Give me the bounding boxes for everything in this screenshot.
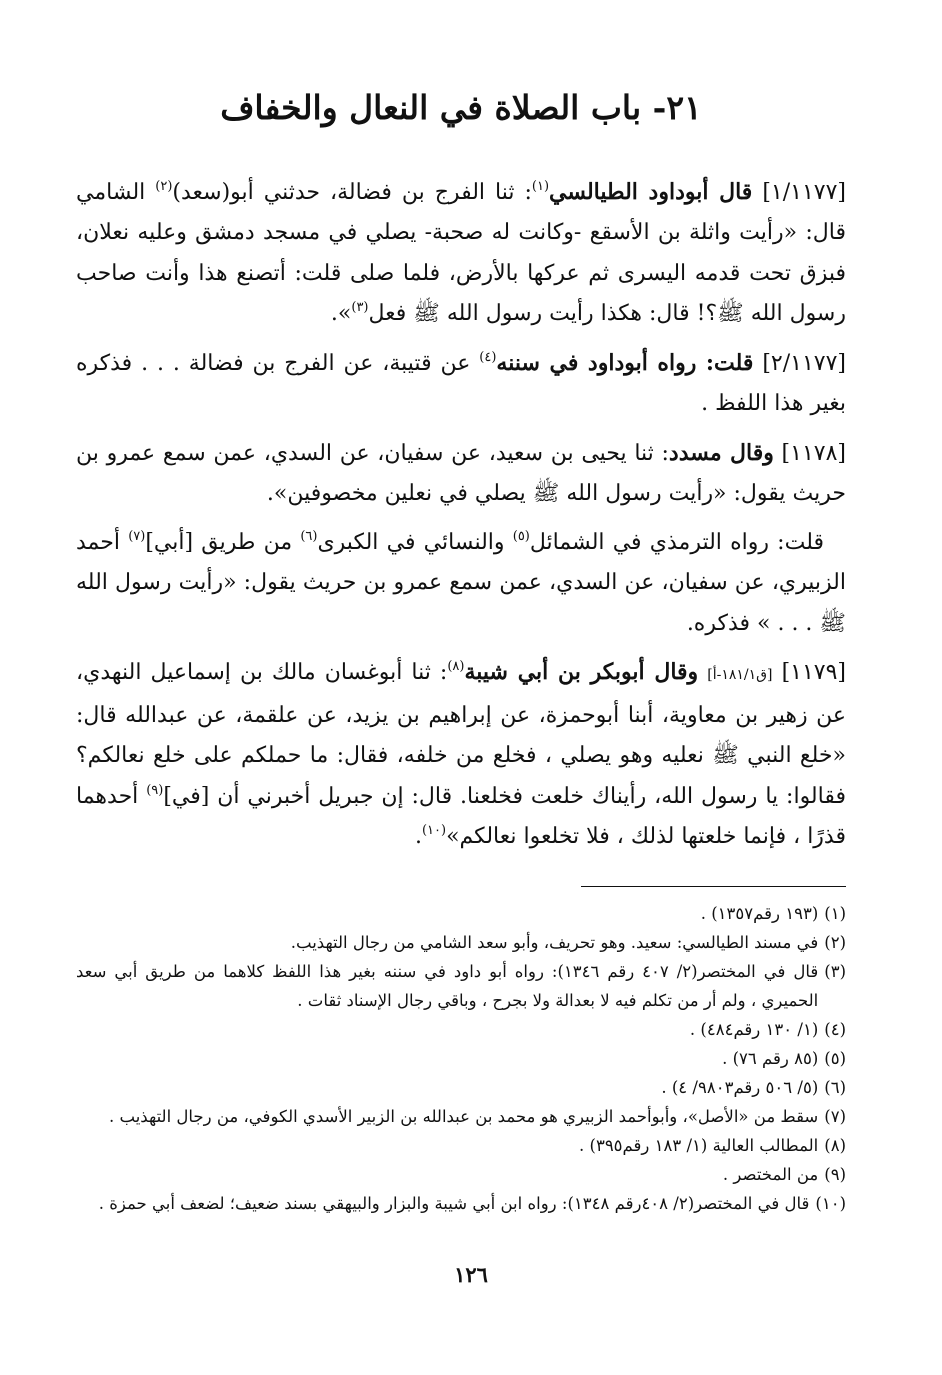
entry-lead: وقال مسدد [668, 439, 774, 466]
footnote-number: (٩) [824, 1164, 846, 1184]
entry-1178-commentary [76, 523, 846, 645]
manuscript-ref: [ق١٨١/١-أ] [707, 667, 773, 684]
entry-1179 [76, 652, 846, 858]
footnote-marker: (١) [531, 178, 550, 194]
footnote [76, 1044, 846, 1073]
footnote [76, 1160, 846, 1189]
footnote-marker: (٥) [512, 528, 530, 544]
footnote-marker: (٩) [146, 782, 164, 798]
footnote [76, 1189, 846, 1218]
entry-1177-1 [76, 172, 846, 335]
footnote-marker: (٦) [300, 528, 318, 544]
footnote-text: في مسند الطيالسي: سعيد. وهو تحريف، وأبو سعد الشامي من رجال التهذيب. [290, 932, 819, 952]
entry-text: : ثنا يحيى بن سعيد، عن سفيان، عن السدي، عمن سمع عمرو بن حريث يقول: «رأيت رسول الله ﷺ يصلي في نعلين مخصوفين». [76, 440, 846, 507]
entry-ref: [٢/١١٧٧] [762, 350, 847, 376]
footnote-number: (١٠) [815, 1193, 846, 1213]
entry-1178 [76, 433, 846, 515]
footnote-number: (١) [824, 903, 846, 923]
footnote-divider [581, 886, 846, 887]
footnote-text: قال في المختصر(٢/ ٤٠٧ رقم ١٣٤٦): رواه أبو داود في سننه بغير هذا اللفظ كلاهما من طريق أبي سعد الحميري ، ولم أر من تكلم فيه لا بعدالة ولا بجرح ، وباقي رجال الإسناد ثقات . [76, 961, 819, 1010]
entry-lead: قلت: رواه أبوداود في سننه [496, 349, 754, 376]
entry-text: أحدهما قذرًا ، فإنما خلعتها لذلك ، فلا تخلعوا نعالكم» [76, 783, 846, 850]
entry-ref: [١١٧٨] [781, 440, 846, 466]
entry-text: من طريق [أبي] [145, 529, 301, 555]
entry-text: عن قتيبة، عن الفرج بن فضالة . . . فذكره بغير هذا اللفظ . [76, 350, 846, 417]
entry-text: : ثنا أبوغسان مالك بن إسماعيل النهدي، عن زهير بن معاوية، أبنا أبوحمزة، عن إبراهيم بن يزيد، عن علقمة، عن عبدالله قال: «خلع النبي ﷺ نعليه وهو يصلي ، فخلع من خلفه، فقال: ما حملكم على خلع نعالكم؟ فقالوا: يا رسول الله، رأيناك خلعت فخلعنا. قال: إن جبريل أخبرني أن [في] [76, 660, 846, 809]
entry-text: قلت: رواه الترمذي في الشمائل [529, 529, 825, 555]
footnote-text: قال في المختصر(٢/ ٤٠٨رقم ١٣٤٨): رواه ابن أبي شيبة والبزار والبيهقي بسند ضعيف؛ لضعف أبي حمزة . [98, 1193, 810, 1213]
entry-ref: [١/١١٧٧] [762, 179, 847, 205]
footnote-number: (٢) [824, 932, 846, 952]
entry-text: والنسائي في الكبرى [317, 529, 513, 555]
entry-ref: [١١٧٩] [781, 660, 847, 686]
footnote-text: المطالب العالية (١/ ١٨٣ رقم٣٩٥) . [579, 1135, 819, 1155]
entry-lead: قال أبوداود الطيالسي [549, 178, 753, 205]
footnote-marker: (٢) [155, 178, 173, 194]
main-text [76, 172, 846, 858]
footnotes [76, 899, 846, 1218]
footnote-number: (٨) [824, 1135, 846, 1155]
footnote [76, 1073, 846, 1102]
footnote [76, 957, 846, 1015]
footnote-text: سقط من «الأصل»، وأبوأحمد الزبيري هو محمد بن عبدالله بن الزبير الأسدي الكوفي، من رجال التهذيب . [109, 1106, 819, 1126]
footnote-marker: (٨) [447, 659, 465, 675]
footnote-marker: (٣) [351, 300, 369, 316]
footnote-marker: (١٠) [421, 823, 447, 839]
footnote [76, 1015, 846, 1044]
footnote-number: (٦) [824, 1077, 846, 1097]
footnote-text: من المختصر . [722, 1164, 819, 1184]
entry-text: : ثنا الفرج بن فضالة، حدثني أبو(سعد) [172, 179, 532, 205]
footnote-number: (٥) [824, 1048, 846, 1068]
footnote-text: (١٩٣ رقم١٣٥٧) . [700, 903, 819, 923]
footnote [76, 899, 846, 928]
footnote-marker: (٤) [479, 349, 497, 365]
entry-lead: وقال أبوبكر بن أبي شيبة [464, 659, 699, 686]
entry-text: الشامي قال: «رأيت واثلة بن الأسقع -وكانت له صحبة- يصلي في مسجد دمشق وعليه نعلان، فبزق تحت قدمه اليسرى ثم عركها بالأرض، فلما صلى قلت: أتصنع هذا وأنت صاحب رسول الله ﷺ؟! قال: هكذا رأيت رسول الله ﷺ فعل [76, 179, 846, 327]
page-number: ١٢٦ [454, 1262, 488, 1287]
entry-1177-2 [76, 343, 846, 425]
chapter-title: ٢١- باب الصلاة في النعال والخفاف [220, 88, 702, 127]
footnote-text: (١/ ١٣٠ رقم٤٨٤) . [689, 1019, 819, 1039]
footnote-text: (٨٥ رقم ٧٦) . [722, 1048, 819, 1068]
footnote-marker: (٧) [128, 528, 146, 544]
footnote [76, 928, 846, 957]
footnote-number: (٤) [824, 1019, 846, 1039]
entry-text: أحمد الزبيري، عن سفيان، عن السدي، عمن سمع عمرو بن حريث يقول: «رأيت رسول الله ﷺ . . . » فذكره. [76, 529, 846, 636]
footnote [76, 1131, 846, 1160]
footnote [76, 1102, 846, 1131]
footnote-text: (٥/ ٥٠٦ رقم٩٨٠٣/ ٤) . [661, 1077, 819, 1097]
footnote-number: (٧) [824, 1106, 846, 1126]
footnote-number: (٣) [824, 961, 846, 981]
entry-text: . [414, 824, 422, 850]
entry-text: ». [330, 301, 352, 327]
